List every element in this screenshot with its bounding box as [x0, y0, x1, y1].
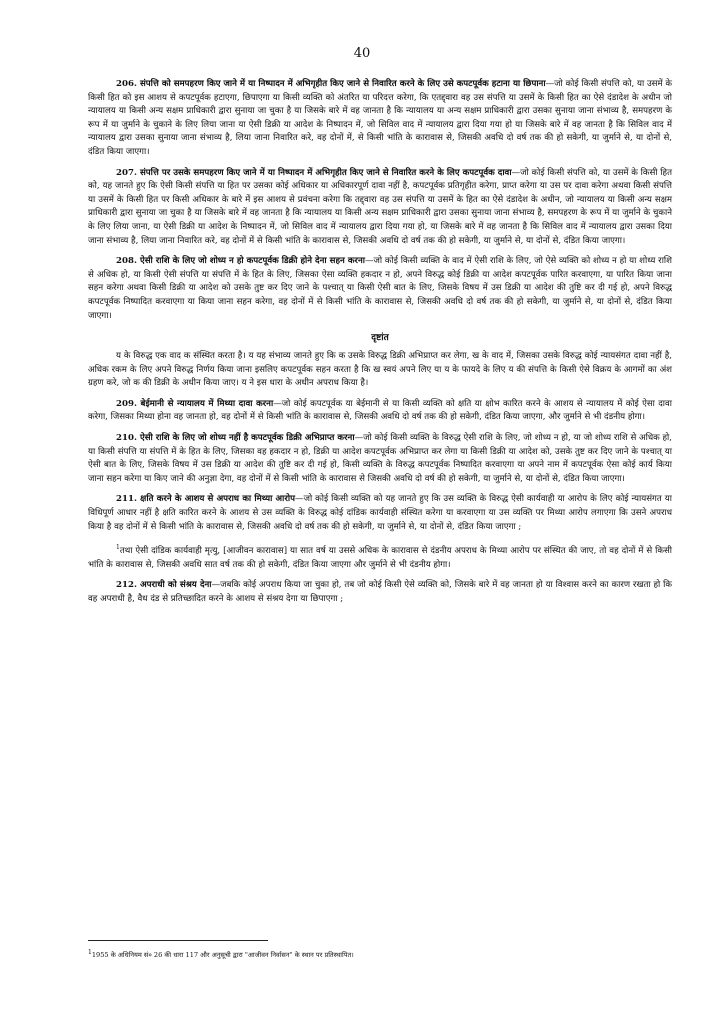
continuation-text: तथा ऐसी दांडिक कार्यवाही मृत्यु, [आजीवन कारावास] या सात वर्ष या उससे अधिक के कारावास से दंडनीय अपराध के मिथ्या आरोप पर संस्थित की जाए, तो वह दोनों में से किसी भांति के कारावास से, जिसकी अवधि सात वर्ष तक की हो सकेगी, दंडित किया जाएगा और जुर्माने से भी दंडनीय होगा।	[88, 546, 672, 570]
section-body: —जो कोई किसी व्यक्ति के विरुद्ध ऐसी राशि के लिए, जो शोध्य न हो, या जो शोध्य राशि से अधिक हो, या किसी संपत्ति या संपत्ति में के हित के लिए, जिसका वह हकदार न हो, डिक्री या आदेश कपटपूर्वक अभिप्राप्त कर लेगा या किसी डिक्री या आदेश को, उसके तुष्ट कर दिए जाने के पश्चात् या ऐसी बात के लिए, जिसके विषय में उस डिक्री या आदेश की तुष्टि कर दी गई हो, किसी व्यक्ति के विरुद्ध कपटपूर्वक निष्पादित करवाएगा या अपने नाम में कपटपूर्वक ऐसा कोई कार्य किया जाना सहन करेगा या किए जाने की अनुज्ञा देगा, वह दोनों में से किसी भांति के कारावास से जिसकी अवधि दो वर्ष की हो सकेगी, या जुर्माने से, या दोनों से, दंडित किया जाएगा।	[88, 433, 672, 484]
section-207	[88, 167, 672, 249]
section-211	[88, 493, 672, 534]
section-209	[88, 398, 672, 425]
footnote-divider	[88, 940, 268, 941]
section-211-continuation	[88, 541, 672, 572]
section-body: —जो कोई किसी व्यक्ति के वाद में ऐसी राशि के लिए, जो ऐसे व्यक्ति को शोध्य न हो या शोध्य राशि से अधिक हो, या किसी ऐसी संपत्ति या संपत्ति में के हित के लिए, जिसका ऐसा व्यक्ति हकदार न हो, अपने विरुद्ध कोई डिक्री या आदेश कपटपूर्वक पारित करवाएगा, या पारित किया जाना सहन करेगा अथवा किसी डिक्री या आदेश को उसके तुष्ट कर दिए जाने के पश्चात् या किसी ऐसी बात के लिए, जिसके विषय में उस डिक्री या आदेश की तुष्टि कर दी गई हो, अपने विरुद्ध कपटपूर्वक निष्पादित करवाएगा या किया जाना सहन करेगा, वह दोनों में से किसी भांति के कारावास से, जिसकी अवधि दो वर्ष तक की हो सकेगी, या जुर्माने से, या दोनों से, दंडित किया जाएगा।	[88, 256, 672, 321]
section-body: —जो कोई किसी व्यक्ति को यह जानते हुए कि उस व्यक्ति के विरुद्ध ऐसी कार्यवाही या आरोप के लिए कोई न्यायसंगत या विधिपूर्ण आधार नहीं है क्षति कारित करने के आशय से उस व्यक्ति के विरुद्ध कोई दांडिक कार्यवाही संस्थित करेगा या करवाएगा या उस व्यक्ति पर मिथ्या आरोप लगाएगा कि उसने अपराध किया है वह दोनों में से किसी भांति के कारावास से, जिसकी अवधि दो वर्ष तक की हो सकेगी, या जुर्माने से, या दोनों से, दंडित किया जाएगा ;	[88, 494, 672, 532]
section-heading: 210. ऐसी राशि के लिए जो शोध्य नहीं है कपटपूर्वक डिक्री अभिप्राप्त करना	[116, 433, 355, 444]
section-210	[88, 432, 672, 486]
section-body: —जो कोई किसी संपत्ति को, या उसमें के किसी हित को इस आशय से कपटपूर्वक हटाएगा, छिपाएगा या किसी व्यक्ति को अंतरित या परिदत्त करेगा, कि एतद्द्वारा वह उस संपत्ति या उसमें के किसी हित का ऐसे दंडादेश के अधीन जो न्यायालय या किसी अन्य सक्षम प्राधिकारी द्वारा सुनाया जा चुका है या जिसके बारे में वह जानता है कि न्यायालय या अन्य सक्षम प्राधिकारी द्वारा उसका सुनाया जाना संभाव्य है, समपहरण के रूप में या जुर्माने के चुकाने के लिए लिया जाना या ऐसी डिक्री या आदेश के निष्पादन में, जो सिविल वाद में न्यायालय द्वारा दिया गया हो या जिसके बारे में वह जानता है कि सिविल वाद में न्यायालय द्वारा उसका सुनाया जाना संभाव्य है, लिया जाना निवारित करे, वह दोनों में, से किसी भांति के कारावास से, जिसकी अवधि दो वर्ष तक की हो सकेगी, या जुर्माने से, या दोनों से, दंडित किया जाएगा।	[88, 79, 672, 157]
page-number: 40	[353, 46, 371, 61]
page-content	[88, 78, 672, 613]
section-body: —जो कोई कपटपूर्वक या बेईमानी से या किसी व्यक्ति को क्षति या क्षोभ कारित करने के आशय से न्यायालय में कोई ऐसा दावा करेगा, जिसका मिथ्या होना वह जानता हो, वह दोनों में से किसी भांति के कारावास से, जिसकी अवधि दो वर्ष तक की हो सकेगी, दंडित किया जाएगा, और जुर्माने से भी दंडनीय होगा।	[88, 398, 673, 423]
section-212	[88, 579, 672, 606]
section-body: —जो कोई किसी संपत्ति को, या उसमें के किसी हित को, यह जानते हुए कि ऐसी किसी संपत्ति या हित पर उसका कोई अधिकार या अधिकारपूर्ण दावा नहीं है, कपटपूर्वक प्रतिगृहीत करेगा, प्राप्त करेगा या उस पर दावा करेगा अथवा किसी संपत्ति या उसमें के किसी हित पर किसी अधिकार के बारे में इस आशय से प्रवंचना करेगा कि तद्द्वारा वह उस संपत्ति या उसमें के हित का ऐसे दंडादेश के अधीन, जो न्यायालय या किसी अन्य सक्षम प्राधिकारी द्वारा सुनाया जा चुका है या जिसके बारे में वह जानता है कि न्यायालय या किसी अन्य सक्षम प्राधिकारी द्वारा उसका सुनाया जाना संभाव्य है, समपहरण के रूप में या जुर्माने के चुकाने के लिए लिया जाना, या ऐसी डिक्री या आदेश के निष्पादन में, जो सिविल वाद में न्यायालय द्वारा दिया गया हो, या जिसके बारे में वह जानता है कि सिविल वाद में न्यायालय द्वारा उसका दिया जाना संभाव्य है, लिया जाना निवारित करे, वह दोनों में से किसी भांति के कारावास से, जिसकी अवधि दो वर्ष तक की हो सकेगी, या जुर्माने से, या दोनों से, दंडित किया जाएगा।	[88, 167, 672, 246]
footnote-text: 1955 के अधिनियम सं० 26 की धारा 117 और अनुसूची द्वारा "आजीवन निर्वासन" के स्थान पर प्रतिस्थापित।	[91, 951, 354, 960]
footnote	[88, 948, 672, 960]
illustration-body: य के विरुद्ध एक वाद क संस्थित करता है। य यह संभाव्य जानते हुए कि क उसके विरुद्ध डिक्री अभिप्राप्त कर लेगा, ख के वाद में, जिसका उसके विरुद्ध कोई न्यायसंगत दावा नहीं है, अधिक रकम के लिए अपने विरुद्ध निर्णय किया जाना इसलिए कपटपूर्वक सहन करता है कि ख स्वयं अपने लिए या य के फायदे के लिए य की संपत्ति के किसी ऐसे विक्रय के आगमों का अंश ग्रहण करे, जो क की डिक्री के अधीन किया जाए। य ने इस धारा के अधीन अपराध किया है।	[88, 351, 672, 389]
section-heading: 207. संपत्ति पर उसके समपहरण किए जाने में या निष्पादन में अभिगृहीत किए जाने से निवारित करने के लिए कपटपूर्वक दावा	[116, 167, 512, 178]
section-heading: 206. संपत्ति को समपहरण किए जाने में या निष्पादन में अभिगृहीत किए जाने से निवारित करने के लिए उसे कपटपूर्वक हटाना या छिपाना	[116, 79, 546, 89]
section-208	[88, 255, 672, 323]
footnote-mark: 1	[88, 949, 92, 956]
section-heading: 212. अपराधी को संश्रय देना	[116, 580, 212, 591]
section-heading: 211. क्षति करने के आशय से अपराध का मिथ्या आरोप	[116, 494, 295, 505]
footnote-reference: 1	[116, 544, 120, 552]
section-heading: 209. बेईमानी से न्यायालय में मिथ्या दावा करना	[116, 398, 274, 409]
illustration-title: दृष्टांत	[371, 333, 389, 344]
section-206	[88, 78, 672, 160]
section-heading: 208. ऐसी राशि के लिए जो शोध्य न हो कपटपूर्वक डिक्री होने देना सहन करना	[116, 256, 365, 267]
section-body: —जबकि कोई अपराध किया जा चुका हो, तब जो कोई किसी ऐसे व्यक्ति को, जिसके बारे में वह जानता हो या विश्वास करने का कारण रखता हो कि वह अपराधी है, वैध दंड से प्रतिच्छादित करने के आशय से संश्रय देगा या छिपाएगा ;	[88, 580, 673, 604]
